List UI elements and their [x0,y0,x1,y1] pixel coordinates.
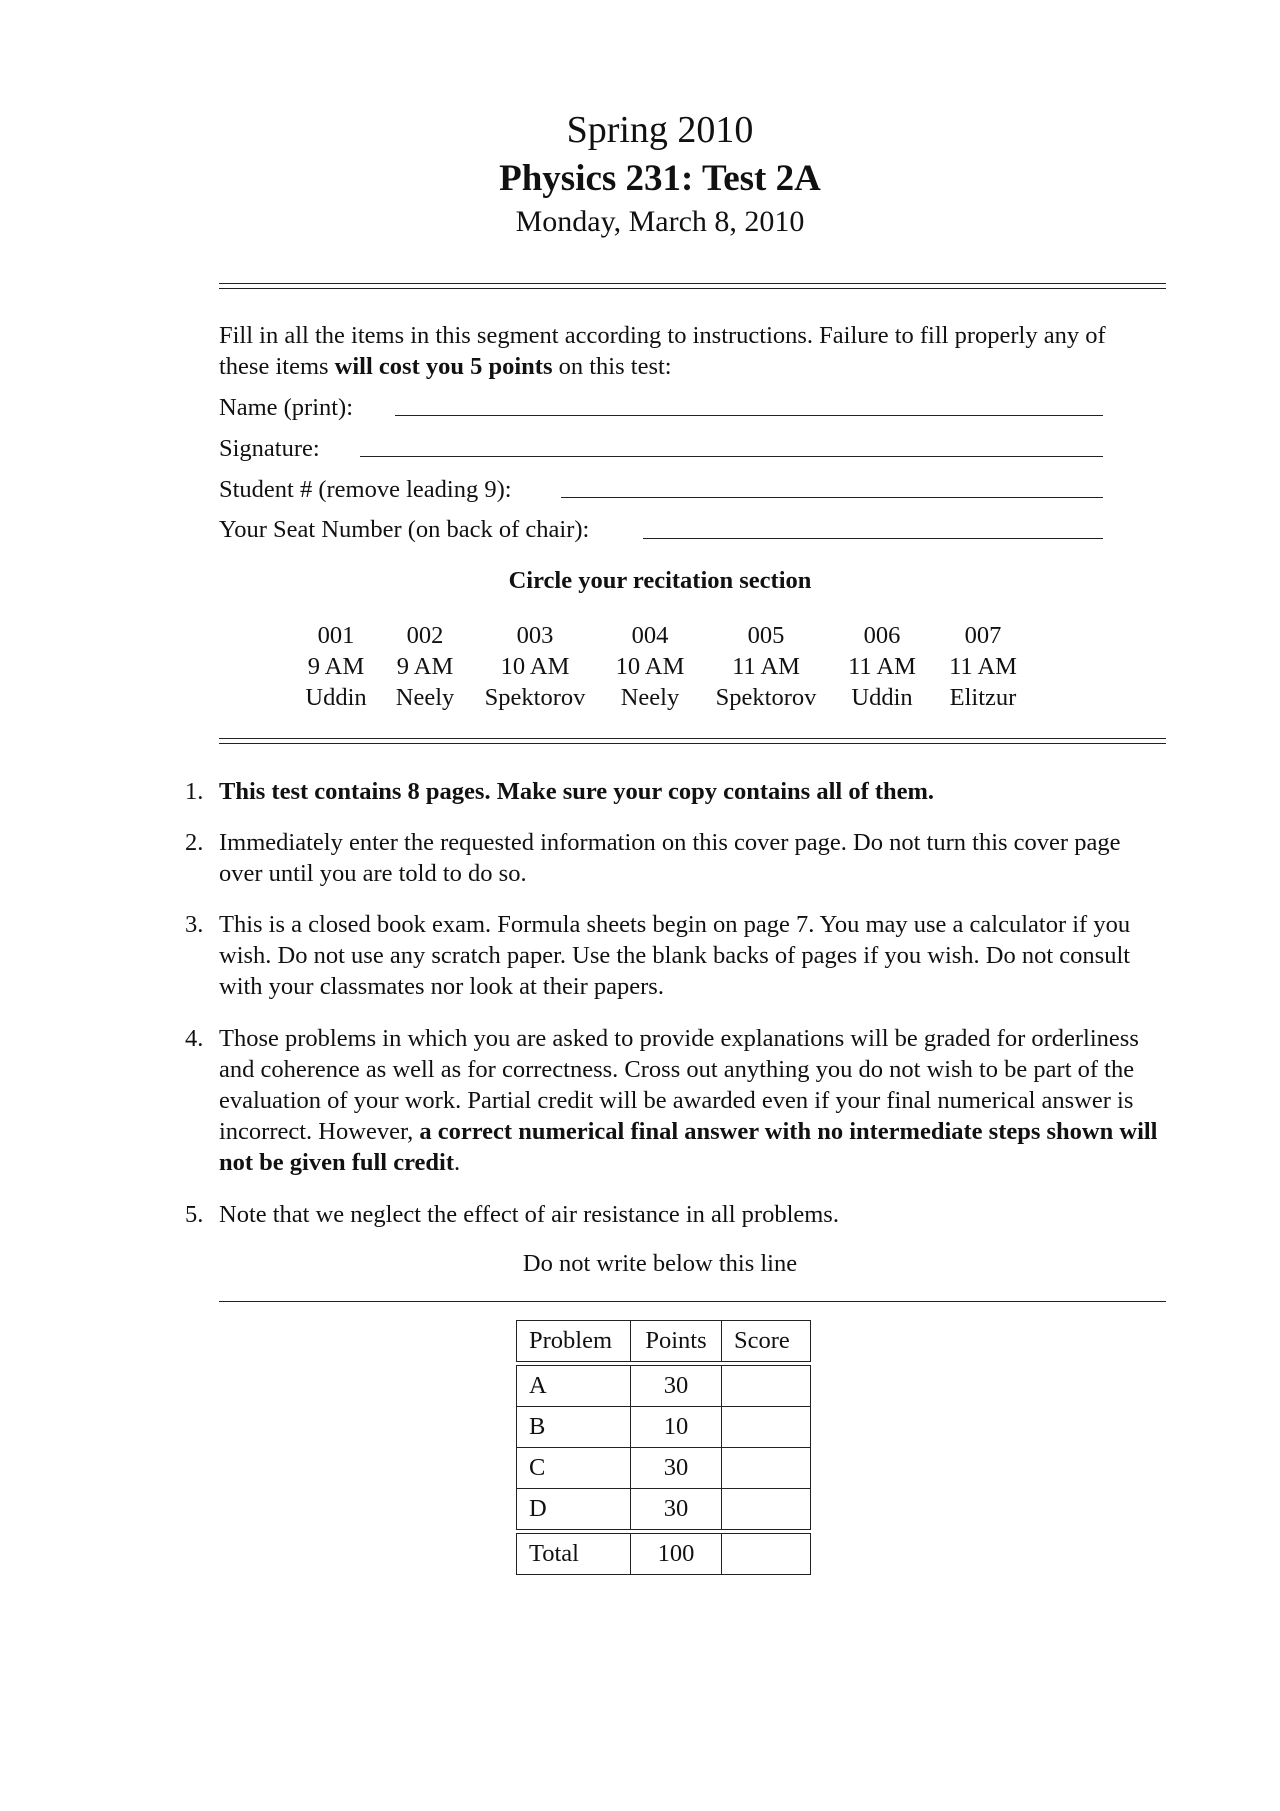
section-instructor: Elitzur [949,684,1017,711]
table-total-row [517,1534,811,1575]
name-field[interactable] [395,415,1103,416]
table-header-row [517,1321,811,1362]
recitation-section-002[interactable] [396,620,455,713]
test-date: Monday, March 8, 2010 [515,205,805,238]
rule-number: 5. [185,1201,204,1228]
rule-text: Immediately enter the requested information on this cover page. Do not turn this cover page over until you are told to do so. [219,829,1121,887]
section-number: 007 [964,622,1002,649]
name-label: Name (print): [219,394,354,421]
header-problem: Problem [517,1321,631,1362]
table-row [517,1407,811,1448]
seat-number-field[interactable] [643,538,1103,539]
fill-instructions-tail: on this test: [552,353,672,380]
horizontal-rule [219,1301,1166,1302]
section-time: 9 AM [307,653,365,680]
section-time: 9 AM [396,653,454,680]
problem-cell: C [517,1448,631,1489]
points-cell: 10 [631,1407,722,1448]
fill-instructions-text: Fill in all the items in this segment according to instructions. Failure to fill properly any of these items [219,322,1106,380]
seat-number-label: Your Seat Number (on back of chair): [219,516,590,543]
recitation-section-005[interactable] [716,620,817,713]
section-number: 001 [317,622,355,649]
header-points: Points [631,1321,722,1362]
penalty-text: will cost you 5 points [334,353,553,380]
header-score: Score [722,1321,811,1362]
rule-number: 4. [185,1025,204,1052]
rule-text: This test contains 8 pages. Make sure your copy contains all of them. [219,778,935,805]
score-cell [722,1489,811,1530]
rule-text: This is a closed book exam. Formula sheets begin on page 7. You may use a calculator if you wish. Do not use any scratch paper. Use the blank backs of pages if you wish. Do not consult with your classmates nor look at their papers. [219,911,1131,1000]
recitation-section-001[interactable] [305,620,366,713]
section-instructor: Spektorov [715,684,817,711]
double-rule-bottom [219,738,1166,739]
section-number: 003 [516,622,554,649]
section-number: 004 [631,622,669,649]
recitation-section-007[interactable] [949,620,1017,713]
score-cell [722,1407,811,1448]
double-rule-top [219,283,1166,284]
total-score [722,1534,811,1575]
recitation-section-006[interactable] [848,620,916,713]
section-time: 11 AM [732,653,800,680]
student-number-label: Student # (remove leading 9): [219,476,512,503]
section-instructor: Neely [395,684,455,711]
semester-title: Spring 2010 [566,109,754,151]
do-not-write-notice: Do not write below this line [522,1250,798,1277]
signature-field[interactable] [360,456,1103,457]
section-number: 005 [747,622,785,649]
recitation-heading: Circle your recitation section [508,567,812,594]
section-time: 11 AM [949,653,1017,680]
score-cell [722,1448,811,1489]
rule-number: 3. [185,911,204,938]
rule-text: Note that we neglect the effect of air resistance in all problems. [219,1201,839,1228]
section-instructor: Neely [620,684,680,711]
table-row [517,1366,811,1407]
section-time: 11 AM [848,653,916,680]
total-label: Total [517,1534,631,1575]
recitation-section-004[interactable] [616,620,685,713]
rule-number: 2. [185,829,204,856]
table-row [517,1448,811,1489]
points-cell: 30 [631,1489,722,1530]
recitation-section-003[interactable] [485,620,586,713]
score-cell [722,1366,811,1407]
problem-cell: D [517,1489,631,1530]
problem-cell: A [517,1366,631,1407]
section-instructor: Uddin [851,684,913,711]
section-number: 002 [406,622,444,649]
section-number: 006 [863,622,901,649]
points-cell: 30 [631,1448,722,1489]
rule-number: 1. [185,778,204,805]
section-instructor: Uddin [305,684,367,711]
section-time: 10 AM [615,653,685,680]
course-test-title: Physics 231: Test 2A [499,158,821,199]
student-number-field[interactable] [561,497,1103,498]
problem-cell: B [517,1407,631,1448]
fill-instructions [219,320,1139,382]
section-instructor: Spektorov [484,684,586,711]
rule-text: Those problems in which you are asked to provide explanations will be graded for orderliness and coherence as well as for correctness. Cross out anything you do not wish to be part of the evaluation of your work. Partial credit will be awarded even if your final numerical answer is incorrect. However, [219,1025,1139,1145]
rule-tail: . [454,1149,461,1176]
points-cell: 30 [631,1366,722,1407]
score-table [516,1320,811,1575]
signature-label: Signature: [219,435,320,462]
rule-bold-text: a correct numerical final answer with no intermediate steps shown will not be given full credit [219,1118,1158,1176]
section-time: 10 AM [500,653,570,680]
table-row [517,1489,811,1530]
total-points: 100 [631,1534,722,1575]
